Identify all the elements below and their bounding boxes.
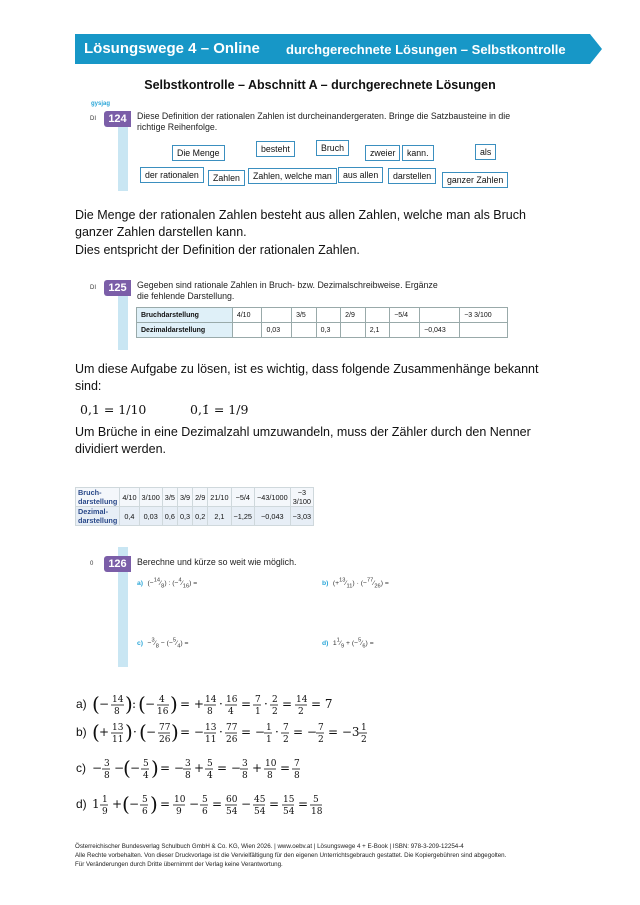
ex125-text2: sind: [75, 379, 102, 393]
svg-text:=: = [280, 761, 291, 775]
svg-text:−: − [146, 725, 157, 739]
chip-6: als [475, 144, 496, 160]
svg-text:): ) [125, 720, 133, 744]
svg-text:10: 10 [174, 795, 186, 805]
relation-one-ninth: 0,1̇ = 1/9 [190, 402, 249, 417]
svg-text:(: ( [122, 792, 130, 816]
result-row-fraction [76, 488, 314, 507]
svg-text:11: 11 [112, 735, 124, 745]
ex126-task-c: $c) -^3⁄_8$ − $(-^5⁄_4)$ = [137, 637, 189, 650]
svg-text:8: 8 [242, 771, 248, 781]
svg-text:= −: = − [241, 725, 265, 739]
svg-text:6: 6 [142, 807, 148, 817]
chip-2: besteht [256, 141, 295, 157]
svg-text:+: + [99, 725, 110, 739]
solution-d [76, 792, 323, 817]
table-cell: 3/5 [162, 488, 177, 507]
svg-text:): ) [125, 692, 133, 716]
table-cell [262, 308, 292, 323]
solution-b [76, 720, 367, 745]
svg-text:+: + [194, 761, 205, 775]
svg-text::: : [132, 697, 137, 711]
table-cell: 3/100 [139, 488, 162, 507]
svg-text:−: − [99, 697, 110, 711]
ex125-text1: Um diese Aufgabe zu lösen, ist es wichtig, dass folgende Zusammenhänge bekannt [75, 362, 539, 376]
svg-text:(: ( [92, 692, 100, 716]
svg-text:= −: = − [180, 725, 204, 739]
section-title: Selbstkontrolle – Abschnitt A – durchgerechnete Lösungen [144, 78, 496, 92]
svg-text:8: 8 [294, 771, 300, 781]
svg-text:=: = [269, 797, 280, 811]
svg-text:=: = [212, 797, 223, 811]
table-cell [232, 323, 262, 338]
svg-text:b): b) [76, 725, 87, 739]
svg-text:= −: = − [293, 725, 317, 739]
svg-text:+: + [112, 797, 123, 811]
solution-a [76, 692, 333, 717]
svg-text:−: − [145, 697, 156, 711]
svg-text:): ) [170, 692, 178, 716]
table-cell: −5/4 [390, 308, 420, 323]
svg-text:·: · [219, 697, 223, 711]
table-cell: −0,043 [420, 323, 460, 338]
svg-text:= +: = + [180, 697, 204, 711]
svg-text:4: 4 [159, 695, 165, 705]
table-cell: 0,3 [177, 507, 192, 526]
svg-text:2: 2 [272, 695, 278, 705]
svg-text:7: 7 [294, 759, 300, 769]
svg-text:=: = [282, 697, 293, 711]
svg-text:−: − [130, 761, 141, 775]
svg-text:= −: = − [160, 761, 184, 775]
ex126-task-d: d) $1^1⁄_9$ + $(-^5⁄_6)$ = [322, 637, 374, 650]
relation-one-tenth: 0,1 = 1/10 [80, 402, 147, 417]
svg-text:= −: = − [217, 761, 241, 775]
ex126-solutions [72, 690, 392, 825]
ex125-task-row-decimal [137, 323, 508, 338]
ex124-answer-line3: Dies entspricht der Definition der rationalen Zahlen. [75, 243, 360, 257]
table-cell: −43/1000 [255, 488, 291, 507]
svg-text:1: 1 [266, 723, 272, 733]
svg-text:11: 11 [205, 735, 217, 745]
task-b-label: b) [322, 580, 329, 587]
table-cell: 4/10 [120, 488, 139, 507]
table-cell [420, 308, 460, 323]
ex124-number: 124 [104, 111, 131, 127]
task-c-label: c) [137, 640, 144, 647]
svg-text:−: − [241, 797, 252, 811]
svg-text:77: 77 [226, 723, 238, 733]
svg-text:=: = [298, 797, 309, 811]
svg-text:4: 4 [143, 771, 149, 781]
chip-4: zweier [365, 145, 400, 161]
svg-text:10: 10 [265, 759, 277, 769]
svg-text:14: 14 [205, 695, 217, 705]
svg-text:(: ( [92, 720, 100, 744]
svg-text:16: 16 [157, 707, 169, 717]
svg-text:c): c) [76, 761, 86, 775]
svg-text:14: 14 [296, 695, 308, 705]
svg-text:26: 26 [226, 735, 238, 745]
svg-text:·: · [264, 697, 268, 711]
svg-text:8: 8 [207, 707, 213, 717]
svg-text:·: · [133, 725, 137, 739]
svg-text:(: ( [123, 756, 131, 780]
table-header: Bruch-darstellung [76, 488, 120, 507]
svg-text:13: 13 [112, 723, 124, 733]
svg-text:26: 26 [159, 735, 171, 745]
table-cell: 0,03 [262, 323, 292, 338]
table-cell: 0,6 [162, 507, 177, 526]
table-cell: −3 3/100 [290, 488, 313, 507]
table-header: Bruchdarstellung [137, 308, 233, 323]
svg-text:2: 2 [318, 735, 324, 745]
result-row-decimal [76, 507, 314, 526]
table-cell: 3/9 [177, 488, 192, 507]
table-cell: −3,03 [290, 507, 313, 526]
svg-text:1: 1 [361, 723, 367, 733]
header-subtitle: durchgerechnete Lösungen – Selbstkontrolle [286, 42, 566, 57]
svg-text:·: · [275, 725, 279, 739]
ex126-tag: 0 [90, 561, 94, 567]
svg-text:5: 5 [207, 759, 213, 769]
svg-text:2: 2 [361, 735, 367, 745]
ex124-answer-line2: ganzer Zahlen darstellen kann. [75, 225, 247, 239]
svg-text:60: 60 [226, 795, 238, 805]
svg-text:(: ( [139, 720, 147, 744]
svg-text:7: 7 [255, 695, 261, 705]
table-cell: 2,1 [365, 323, 390, 338]
svg-text:d): d) [76, 797, 87, 811]
svg-text:4: 4 [207, 771, 213, 781]
svg-text:14: 14 [112, 695, 124, 705]
svg-text:(: ( [138, 692, 146, 716]
svg-text:9: 9 [176, 807, 182, 817]
table-cell: 2,1 [208, 507, 231, 526]
table-cell: 21/10 [208, 488, 231, 507]
ex125-task-table [136, 307, 508, 338]
svg-text:1: 1 [92, 797, 100, 811]
task-d-label: d) [322, 640, 329, 647]
svg-text:6: 6 [202, 807, 208, 817]
table-cell [292, 323, 317, 338]
svg-text:−: − [92, 761, 103, 775]
solution-c [76, 756, 300, 781]
svg-text:= 7: = 7 [311, 697, 333, 711]
svg-text:1: 1 [102, 795, 108, 805]
svg-text:1: 1 [266, 735, 272, 745]
table-cell: −3 3/100 [460, 308, 508, 323]
table-cell: 0,2 [193, 507, 208, 526]
svg-text:−: − [114, 761, 125, 775]
svg-text:−: − [189, 797, 200, 811]
table-cell: −5/4 [231, 488, 254, 507]
svg-text:= −3: = −3 [328, 725, 360, 739]
ex125-task-row-fraction [137, 308, 508, 323]
table-cell: 0,03 [139, 507, 162, 526]
footer-line3: Für Veränderungen durch Dritte übernimmt der Verlag keine Verantwortung. [75, 861, 283, 868]
svg-text:13: 13 [205, 723, 217, 733]
header-banner-arrow [590, 34, 602, 64]
chip-8: Zahlen [208, 170, 245, 186]
svg-text:15: 15 [283, 795, 295, 805]
svg-text:9: 9 [102, 807, 108, 817]
svg-text:8: 8 [185, 771, 191, 781]
svg-text:2: 2 [272, 707, 278, 717]
svg-text:): ) [151, 756, 159, 780]
table-header: Dezimal-darstellung [76, 507, 120, 526]
svg-text:18: 18 [311, 807, 323, 817]
table-cell [460, 323, 508, 338]
svg-text:−: − [129, 797, 140, 811]
footer [75, 842, 575, 869]
svg-text:3: 3 [242, 759, 248, 769]
header-title: Lösungswege 4 – Online [84, 40, 260, 57]
ex126-task-a: a) $(-^{14}⁄_8)$ : $(-^4⁄_{16})$ = [137, 577, 198, 590]
svg-text:8: 8 [267, 771, 273, 781]
table-cell: 0,3 [316, 323, 341, 338]
svg-text:16: 16 [226, 695, 238, 705]
ex124-level: gysjag [91, 101, 111, 107]
table-cell: −1,25 [231, 507, 254, 526]
ex125-text3: Um Brüche in eine Dezimalzahl umzuwandeln, muss der Zähler durch den Nenner [75, 425, 531, 439]
svg-text:5: 5 [313, 795, 319, 805]
table-cell: 4/10 [232, 308, 262, 323]
svg-text:54: 54 [283, 807, 295, 817]
svg-text:=: = [241, 697, 252, 711]
svg-text:2: 2 [283, 735, 289, 745]
task-a-label: a) [137, 580, 144, 587]
svg-text:): ) [171, 720, 179, 744]
ex124-task: Diese Definition der rationalen Zahlen ist durcheinandergeraten. Bringe die Satzbausteine in die richtige Reihenfolge. [137, 111, 511, 132]
svg-text:=: = [160, 797, 171, 811]
svg-text:+: + [252, 761, 263, 775]
chip-10: aus allen [338, 167, 383, 183]
svg-text:4: 4 [228, 707, 234, 717]
table-cell [341, 323, 366, 338]
footer-line1: Österreichischer Bundesverlag Schulbuch GmbH & Co. KG, Wien 2026. | www.oebv.at | Lösungswege 4 + E-Book | ISBN: 978-3-209-12254-4 [75, 843, 464, 850]
table-cell [390, 323, 420, 338]
chip-12: ganzer Zahlen [442, 172, 508, 188]
table-cell: 2/9 [341, 308, 366, 323]
svg-text:): ) [150, 792, 158, 816]
svg-text:5: 5 [142, 795, 148, 805]
ex125-text4: dividiert werden. [75, 442, 167, 456]
svg-text:2: 2 [298, 707, 304, 717]
ex124-tag: DI [90, 116, 96, 122]
svg-text:77: 77 [159, 723, 171, 733]
ex125-result-table [75, 487, 314, 526]
ex126-task: Berechne und kürze so weit wie möglich. [137, 557, 297, 567]
ex125-tag: DI [90, 285, 96, 291]
footer-line2: Alle Rechte vorbehalten. Von dieser Druckvorlage ist die Vervielfältigung für den eigenen Unterrichtsgebrauch gestattet. Die Kopiergebühren sind abgegolten. [75, 852, 507, 859]
svg-text:3: 3 [185, 759, 191, 769]
svg-text:·: · [219, 725, 223, 739]
chip-5: kann. [402, 145, 434, 161]
table-cell: 0,4 [120, 507, 139, 526]
chip-11: darstellen [388, 168, 436, 184]
svg-text:7: 7 [283, 723, 289, 733]
svg-text:5: 5 [143, 759, 149, 769]
table-cell [365, 308, 390, 323]
svg-text:a): a) [76, 697, 87, 711]
ex126-task-b: b) $(+^{13}⁄_{11})$ · $(-^{77}⁄_{26})$ = [322, 577, 389, 590]
chip-3: Bruch [316, 140, 349, 156]
chip-7: der rationalen [140, 167, 204, 183]
svg-text:54: 54 [226, 807, 238, 817]
chip-1: Die Menge [172, 145, 225, 161]
svg-text:5: 5 [202, 795, 208, 805]
ex126-number: 126 [104, 556, 131, 572]
table-cell: 2/9 [193, 488, 208, 507]
svg-text:54: 54 [254, 807, 266, 817]
table-header: Dezimaldarstellung [137, 323, 233, 338]
ex125-number: 125 [104, 280, 131, 296]
svg-text:1: 1 [255, 707, 261, 717]
ex124-answer-line1: Die Menge der rationalen Zahlen besteht aus allen Zahlen, welche man als Bruch [75, 208, 526, 222]
ex125-task: Gegeben sind rationale Zahlen in Bruch- bzw. Dezimalschreibweise. Ergänze die fehlende Darstellung. [137, 280, 438, 301]
svg-text:8: 8 [114, 707, 120, 717]
svg-text:8: 8 [104, 771, 110, 781]
table-cell [316, 308, 341, 323]
svg-text:7: 7 [318, 723, 324, 733]
chip-9: Zahlen, welche man [248, 168, 337, 184]
svg-text:3: 3 [104, 759, 110, 769]
table-cell: −0,043 [255, 507, 291, 526]
svg-text:45: 45 [254, 795, 266, 805]
table-cell: 3/5 [292, 308, 317, 323]
